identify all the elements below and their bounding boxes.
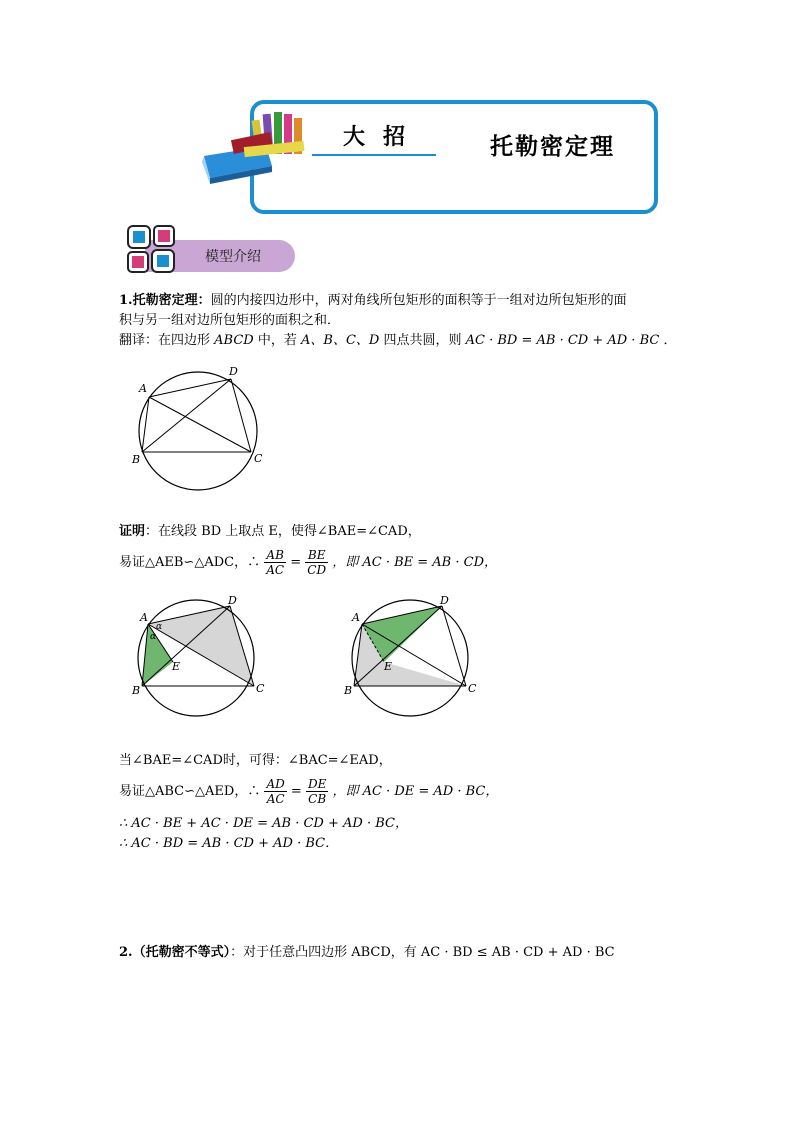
banner-title: 托勒密定理 xyxy=(490,133,615,160)
label-alpha-2: α xyxy=(150,632,157,642)
label-C: C xyxy=(254,452,263,465)
proof-text5: ∴ AC · BE + AC · DE = AB · CD + AD · BC， xyxy=(119,816,408,831)
frac2-num: BE xyxy=(305,548,328,563)
proof-text2-suffix: ，即 AC · BE = AB · CD， xyxy=(332,555,497,570)
banner-underline xyxy=(312,154,436,156)
fraction-ad-ac xyxy=(264,777,286,806)
equals-2: = xyxy=(290,784,302,799)
figure-cyclic-quadrilateral xyxy=(128,362,278,497)
proof-text6: ∴ AC · BD = AB · CD + AD · BC． xyxy=(119,836,339,851)
proof-line6 xyxy=(119,835,338,853)
proof-text4-prefix: 易证△ABC∽△AED，∴ xyxy=(119,784,261,799)
theorem1-heading: 1.托勒密定理 xyxy=(119,293,198,308)
label-D: D xyxy=(228,594,237,607)
theorem1-colon: ： xyxy=(197,293,211,308)
theorem2-heading: 2.（托勒密不等式） xyxy=(119,945,231,960)
proof-line4 xyxy=(119,774,498,810)
label-C: C xyxy=(468,682,477,695)
books-icon xyxy=(196,108,326,188)
section-label: 模型介绍 xyxy=(205,249,261,265)
banner-tag: 大招 xyxy=(343,124,424,150)
label-D: D xyxy=(229,365,238,378)
theorem1-line2: 积与另一组对边所包矩形的面积之和． xyxy=(119,313,341,328)
frac4-den: CB xyxy=(308,792,327,806)
frac4-num: DE xyxy=(307,777,327,791)
label-A: A xyxy=(352,611,360,624)
proof-line1 xyxy=(119,523,421,541)
theorem1-text1: 圆的内接四边形中，两对角线所包矩形的面积等于一组对边所包矩形的面 xyxy=(210,293,627,308)
four-points: A、B、C、D xyxy=(301,333,380,348)
proof-text4-suffix: ，即 AC · DE = AD · BC， xyxy=(332,784,499,799)
label-D: D xyxy=(440,594,449,607)
theorem1-line3 xyxy=(119,332,676,350)
frac3-num: AD xyxy=(266,777,285,791)
translation-prefix: 翻译：在四边形 xyxy=(119,333,211,348)
frac1-num: AB xyxy=(264,548,286,563)
theorem2-line xyxy=(119,944,615,962)
fraction-de-cb xyxy=(306,777,328,806)
theorem2-text: ：对于任意凸四边形 ABCD，有 AC · BD ≤ AB · CD + AD · BC xyxy=(230,945,615,960)
translation-end: ． xyxy=(663,333,677,348)
quad-name: ABCD xyxy=(214,333,254,348)
frac1-den: AC xyxy=(266,563,285,577)
label-B: B xyxy=(132,453,141,466)
label-alpha-1: α xyxy=(156,622,163,632)
figure-proof-left xyxy=(130,594,270,724)
proof-label: 证明 xyxy=(119,524,146,539)
label-C: C xyxy=(256,682,265,695)
label-A: A xyxy=(139,382,147,395)
fraction-ab-ac xyxy=(264,548,286,577)
figure-proof-right xyxy=(342,594,487,724)
theorem1-line1 xyxy=(119,292,627,310)
proof-line2 xyxy=(119,545,497,581)
label-B: B xyxy=(344,684,353,697)
label-E: E xyxy=(172,660,181,673)
grid-squares-icon xyxy=(126,224,178,274)
translation-mid2: 四点共圆，则 xyxy=(383,333,462,348)
ptolemy-formula: AC · BD = AB · CD + AD · BC xyxy=(465,333,660,348)
proof-line5 xyxy=(119,815,408,833)
frac2-den: CD xyxy=(307,563,327,577)
proof-line3: 当∠BAE=∠CAD时，可得：∠BAC=∠EAD， xyxy=(119,753,392,768)
label-A: A xyxy=(140,611,148,624)
label-E: E xyxy=(384,660,393,673)
fraction-be-cd xyxy=(305,548,328,577)
equals-1: = xyxy=(290,555,302,570)
proof-text2-prefix: 易证△AEB∽△ADC，∴ xyxy=(119,555,261,570)
proof-text1: ：在线段 BD 上取点 E，使得∠BAE=∠CAD， xyxy=(145,524,421,539)
frac3-den: AC xyxy=(266,792,285,806)
label-B: B xyxy=(132,684,141,697)
translation-mid: 中，若 xyxy=(257,333,297,348)
